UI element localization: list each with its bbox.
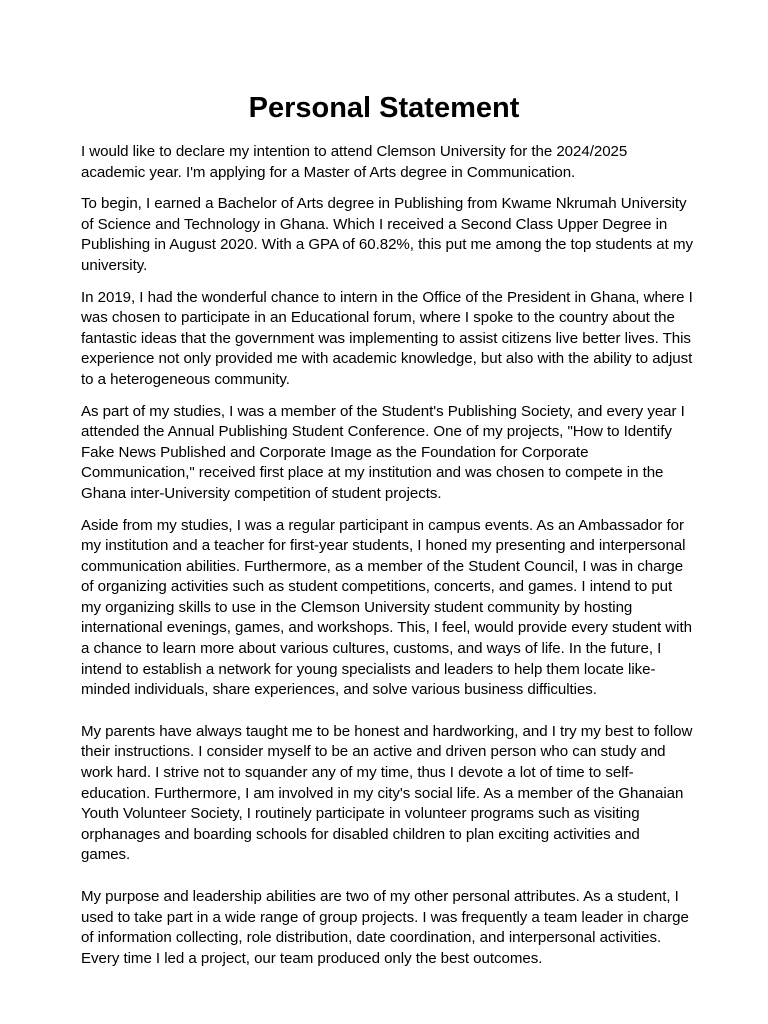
- paragraph-intention: I would like to declare my intention to attend Clemson University for the 2024/2025 academic year. I'm applying for a Master of Arts degree in Communication.: [81, 143, 628, 181]
- paragraph-campus-events: Aside from my studies, I was a regular participant in campus events. As an Ambassador for my institution and a teacher for first-year students, I honed my presenting and interpersonal communication abilities. Furthermore, as a member of the Student Council, I was in charge of organizing activities such as student competitions, concerts, and games. I intend to put my organizing skills to use in the Clemson University student community by hosting international evenings, games, and workshops. This, I feel, would provide every student with a chance to learn more about various cultures, customs, and ways of life. In the future, I intend to establish a network for young specialists and leaders to help them locate like-minded individuals, share experiences, and solve various business difficulties.: [81, 516, 692, 699]
- paragraph-personal-values: My parents have always taught me to be honest and hardworking, and I try my best to follow their instructions. I consider myself to be an active and driven person who can study and work hard. I strive not to squander any of my time, thus I devote a lot of time to self-education. Furthermore, I am involved in my city's social life. As a member of the Ghanaian Youth Volunteer Society, I routinely participate in volunteer programs such as visiting orphanages and boarding schools for disabled children to plan exciting activities and games.: [81, 722, 693, 864]
- paragraph-publishing-society: As part of my studies, I was a member of the Student's Publishing Society, and every year I attended the Annual Publishing Student Conference. One of my projects, "How to Identify Fake News Published and Corporate Image as the Foundation for Corporate Communication," received first place at my institution and was chosen to compete in the Ghana inter-University competition of student projects.: [81, 402, 685, 502]
- page-title: Personal Statement: [248, 92, 520, 124]
- paragraph-leadership: My purpose and leadership abilities are two of my other personal attributes. As a student, I used to take part in a wide range of group projects. I was frequently a team leader in charge of information collecting, role distribution, date coordination, and interpersonal activities. Every time I led a project, our team produced only the best outcomes.: [81, 888, 689, 967]
- paragraph-education: To begin, I earned a Bachelor of Arts degree in Publishing from Kwame Nkrumah University of Science and Technology in Ghana. Which I received a Second Class Upper Degree in Publishing in August 2020. With a GPA of 60.82%, this put me among the top students at my university.: [81, 195, 693, 274]
- paragraph-internship: In 2019, I had the wonderful chance to intern in the Office of the President in Ghana, where I was chosen to participate in an Educational forum, where I spoke to the country about the fantastic ideas that the government was implementing to assist citizens live better lives. This experience not only provided me with academic knowledge, but also with the ability to adjust to a heterogeneous community.: [81, 288, 693, 388]
- statement-body: [81, 142, 693, 969]
